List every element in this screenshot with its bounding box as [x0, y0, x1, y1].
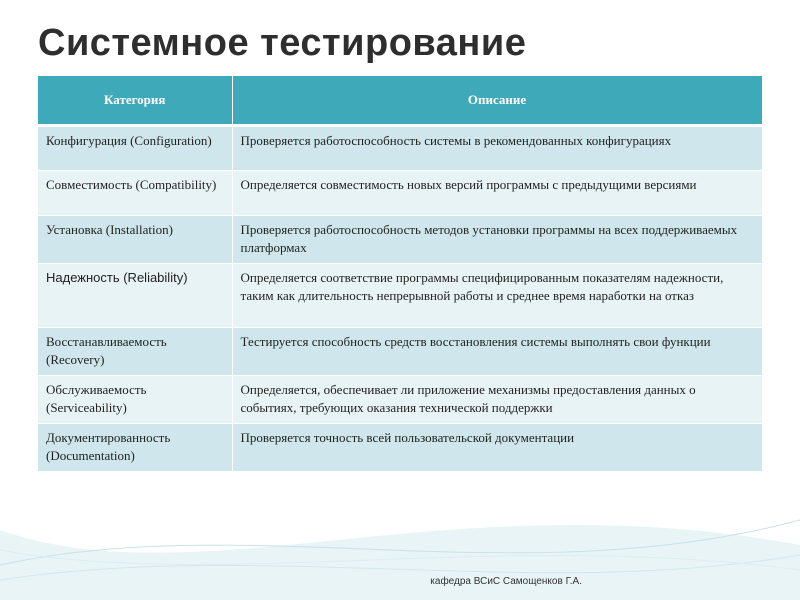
header-category: Категория [38, 76, 232, 126]
description-cell: Проверяется работоспособность методов установки программы на всех поддерживаемых платформах [232, 216, 762, 264]
category-cell: Конфигурация (Configuration) [38, 126, 232, 171]
category-cell: Обслуживаемость (Serviceability) [38, 376, 232, 424]
table-row [38, 328, 762, 376]
table-header-row [38, 76, 762, 126]
category-cell: Совместимость (Compatibility) [38, 171, 232, 216]
footer-credit: кафедра ВСиС Самощенков Г.А. [430, 576, 582, 587]
category-cell: Восстанавливаемость (Recovery) [38, 328, 232, 376]
description-cell: Проверяется работоспособность системы в рекомендованных конфигурациях [232, 126, 762, 171]
table-row [38, 171, 762, 216]
description-cell: Определяется совместимость новых версий программы с предыдущими версиями [232, 171, 762, 216]
description-cell: Определяется соответствие программы специфицированным показателям надежности, таким как длительность непрерывной работы и среднее время наработки на отказ [232, 264, 762, 328]
testing-categories-table [38, 76, 763, 472]
decorative-waves [0, 470, 800, 600]
table-row [38, 264, 762, 328]
description-cell: Тестируется способность средств восстановления системы выполнять свои функции [232, 328, 762, 376]
category-cell: Надежность (Reliability) [38, 264, 232, 328]
category-cell: Установка (Installation) [38, 216, 232, 264]
description-cell: Проверяется точность всей пользовательской документации [232, 424, 762, 472]
description-cell: Определяется, обеспечивает ли приложение механизмы предоставления данных о событиях, требующих оказания технической поддержки [232, 376, 762, 424]
table-row [38, 376, 762, 424]
page-title: Системное тестирование [38, 22, 527, 64]
table-row [38, 424, 762, 472]
table-row [38, 216, 762, 264]
table-row [38, 126, 762, 171]
category-cell: Документированность (Documentation) [38, 424, 232, 472]
header-description: Описание [232, 76, 762, 126]
